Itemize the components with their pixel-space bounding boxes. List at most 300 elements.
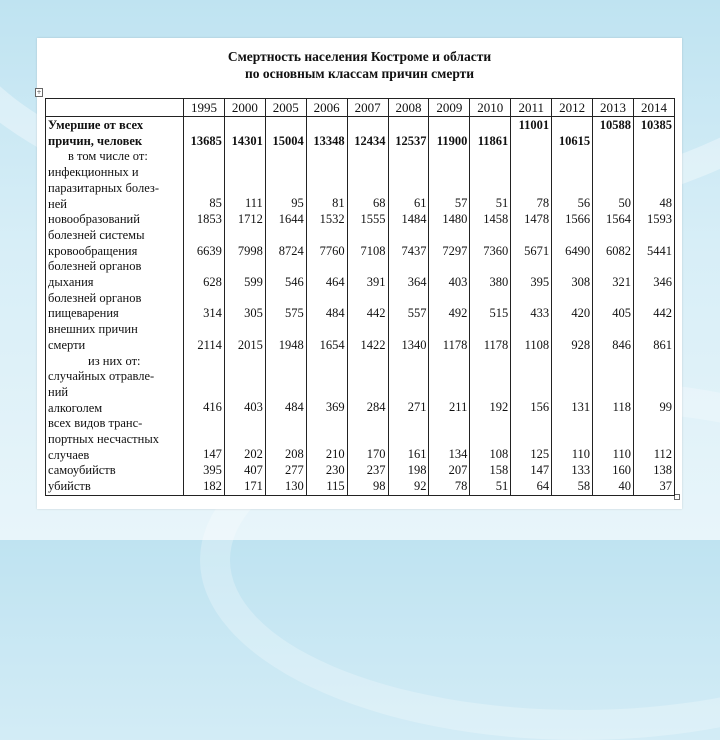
table-cell-value [634,322,672,338]
table-cell-value [184,149,222,165]
table-cell-value: 134 [448,447,468,462]
table-cell-value: 51 [495,478,509,493]
table-cell-value [184,118,222,134]
table-cell-value: 56 [577,196,591,211]
table-cell-value [511,416,549,432]
table-cell-value: 230 [325,463,345,478]
table-cell-value: 7360 [483,243,509,258]
table-cell-value [511,385,549,401]
table-cell-value [184,322,222,338]
table-cell-value [511,259,549,275]
table-cell-value: 557 [407,306,427,321]
table-cell-value [552,416,590,432]
table-cell-value: 95 [291,196,304,211]
table-cell-value [225,385,263,401]
table-cell-value [184,259,222,275]
table-cell-value: 442 [366,306,386,321]
table-cell-value [307,353,345,369]
table-cell-value [266,291,304,307]
table-cell-value [266,228,304,244]
table-cell-value [593,181,631,197]
table-cell-value: 1948 [278,337,304,352]
table-cell-value [348,228,386,244]
table-cell-value [511,165,549,181]
table-cell-value: 846 [612,337,631,352]
table-cell-value: 118 [612,400,631,415]
table-cell-value [348,353,386,369]
table-cell-value: 171 [244,478,263,493]
table-cell-value: 68 [373,196,386,211]
table-cell-value [634,353,672,369]
table-cell-value: 492 [448,306,468,321]
table-cell-value: 13348 [313,133,345,148]
table-cell-value: 6490 [565,243,591,258]
cause-label-line: причин, человек [48,133,143,148]
table-cell-value [307,291,345,307]
table-cell-value: 211 [449,400,468,415]
table-cell-value: 464 [325,274,345,289]
table-cell-value [266,181,304,197]
table-cell-value: 2114 [197,337,222,352]
table-cell-value [634,385,672,401]
title-line-1: Смертность населения Костроме и области [227,49,492,64]
table-cell-value [184,432,222,448]
year-header: 2014 [633,99,674,117]
table-cell-value: 1853 [196,212,222,227]
table-cell-value: 237 [366,463,386,478]
table-cell-value: 50 [618,196,631,211]
cause-label-line: новообразований [48,212,140,227]
table-cell-value: 546 [284,274,304,289]
table-cell-value [184,291,222,307]
table-cell-value [225,228,263,244]
cause-label-line: болезней органов [48,259,142,274]
table-cell-value: 130 [284,478,304,493]
table-cell-value [389,416,427,432]
table-cell-value: 484 [325,306,345,321]
table-cell-value [552,259,590,275]
table-cell-value: 442 [653,306,672,321]
table-cell-value [307,259,345,275]
table-cell-value: 7760 [319,243,345,258]
table-cell-value: 484 [284,400,304,415]
slide-title [37,48,682,82]
year-header: 2000 [224,99,265,117]
table-cell-value: 10615 [558,133,591,148]
table-cell-value: 158 [489,463,509,478]
table-cell-value [348,322,386,338]
table-cell-value: 111 [244,196,263,211]
table-cell-value [593,322,631,338]
table-cell-value: 85 [209,196,222,211]
year-value-column [265,117,306,496]
table-cell-value [225,353,263,369]
cause-label-line: в том числе от: [68,149,148,164]
table-cell-value [552,322,590,338]
table-cell-value: 1340 [401,337,427,352]
table-cell-value [307,181,345,197]
table-cell-value [511,432,549,448]
cause-label-line: убийств [48,479,91,494]
cause-label-line: болезней органов [48,290,142,305]
year-header: 2013 [593,99,634,117]
table-cell-value [307,149,345,165]
table-cell-value: 112 [653,447,672,462]
table-cell-value: 14301 [231,133,263,148]
table-move-handle-icon[interactable]: + [36,89,42,96]
table-cell-value: 928 [571,337,591,352]
table-cell-value: 61 [413,196,427,211]
cause-label-line: случайных отравле- [48,369,155,384]
year-header: 2012 [552,99,593,117]
cause-label-column [46,117,184,496]
table-cell-value: 110 [612,447,631,462]
table-cell-value [225,369,263,385]
table-cell-value [389,149,427,165]
table-cell-value [470,432,508,448]
table-cell-value [634,165,672,181]
cause-label-line: инфекционных и [48,165,139,180]
table-cell-value: 416 [203,400,222,415]
table-cell-value: 7998 [237,243,263,258]
table-cell-value [511,369,549,385]
table-cell-value: 202 [244,447,263,462]
table-cell-value: 277 [284,463,304,478]
cause-label-line: самоубийств [48,463,116,478]
table-cell-value: 125 [530,447,550,462]
cause-label-line: из них от: [88,353,141,368]
table-cell-value [348,432,386,448]
cause-label-line: внешних причин [48,322,138,337]
table-cell-value: 156 [530,400,550,415]
table-cell-value [470,369,508,385]
table-cell-value [389,118,427,134]
table-cell-value [348,181,386,197]
table-cell-value [511,353,549,369]
table-cell-value: 1564 [605,212,631,227]
year-value-column [184,117,225,496]
table-cell-value [552,118,590,134]
table-cell-value [634,291,672,307]
table-cell-value [307,369,345,385]
table-cell-value: 64 [536,478,550,493]
table-cell-value [593,228,631,244]
table-cell-value [634,228,672,244]
table-cell-value: 13685 [190,133,222,148]
table-cell-value [511,322,549,338]
slide-content [37,38,682,509]
table-cell-value: 1458 [483,212,509,227]
table-cell-value [225,165,263,181]
year-header: 2011 [511,99,552,117]
table-cell-value [593,291,631,307]
header-cell-empty [46,99,184,117]
table-cell-value [593,134,631,150]
table-cell-value: 308 [571,274,591,289]
year-header: 2010 [470,99,511,117]
table-cell-value: 395 [203,463,222,478]
table-cell-value [266,385,304,401]
table-cell-value: 160 [612,463,631,478]
table-cell-value: 10588 [599,118,631,132]
table-cell-value [184,385,222,401]
table-cell-value: 420 [571,306,591,321]
year-header: 2006 [306,99,347,117]
table-cell-value [429,291,467,307]
table-cell-value: 115 [326,478,345,493]
table-cell-value [634,369,672,385]
table-cell-value: 6082 [605,243,631,258]
table-cell-value [225,416,263,432]
table-cell-value: 7297 [442,243,468,258]
table-cell-value: 369 [325,400,345,415]
cause-label-line: алкоголем [48,400,103,415]
table-cell-value [348,416,386,432]
table-cell-value: 108 [489,447,509,462]
table-cell-value: 92 [413,478,427,493]
table-cell-value: 7437 [401,243,427,258]
table-cell-value: 403 [244,400,263,415]
table-cell-value [266,165,304,181]
table-cell-value [184,165,222,181]
table-cell-value: 81 [332,196,345,211]
year-value-column [470,117,511,496]
table-cell-value: 8724 [278,243,304,258]
table-cell-value: 37 [659,478,672,493]
table-cell-value: 131 [571,400,591,415]
table-cell-value [307,322,345,338]
table-cell-value [593,259,631,275]
year-value-column [388,117,429,496]
table-cell-value [348,165,386,181]
table-cell-value: 138 [653,463,672,478]
table-cell-value: 5671 [524,243,550,258]
table-cell-value [593,385,631,401]
table-cell-value [552,149,590,165]
table-cell-value [429,149,467,165]
year-header: 2007 [347,99,388,117]
cause-label-line: смерти [48,337,86,352]
table-cell-value [511,149,549,165]
table-cell-value: 192 [489,400,509,415]
table-cell-value [307,385,345,401]
table-cell-value [348,259,386,275]
table-cell-value [470,149,508,165]
year-header: 2009 [429,99,470,117]
table-cell-value: 1108 [524,337,550,352]
table-cell-value [470,165,508,181]
table-cell-value: 321 [612,274,631,289]
table-cell-value: 11900 [436,133,468,148]
table-cell-value: 364 [407,274,427,289]
table-cell-value: 11001 [518,118,550,132]
table-cell-value [634,181,672,197]
cause-label-line: Умершие от всех [48,118,144,132]
table-cell-value: 2015 [237,337,263,352]
table-cell-value: 6639 [196,243,222,258]
year-value-column [593,117,634,496]
year-header: 2008 [388,99,429,117]
table-cell-value [266,432,304,448]
title-line-2: по основным классам причин смерти [244,66,475,81]
table-cell-value [389,259,427,275]
table-cell-value: 515 [489,306,509,321]
table-cell-value: 1654 [319,337,345,352]
table-cell-value [266,369,304,385]
table-cell-value: 208 [284,447,304,462]
table-cell-value [552,432,590,448]
table-cell-value: 1178 [442,337,468,352]
table-cell-value [225,181,263,197]
table-cell-value: 98 [373,478,386,493]
table-cell-value: 391 [366,274,386,289]
year-header: 1995 [184,99,225,117]
year-header: 2005 [265,99,306,117]
table-cell-value [552,291,590,307]
cause-label-line: дыхания [48,275,94,290]
table-cell-value [225,432,263,448]
year-value-column [633,117,674,496]
table-cell-value [348,118,386,134]
table-cell-value [429,228,467,244]
header-row [46,99,675,117]
table-cell-value [225,291,263,307]
table-cell-value [266,322,304,338]
table-cell-value: 1480 [442,212,468,227]
cause-label-line: портных несчастных [48,432,159,447]
table-cell-value: 380 [489,274,509,289]
table-cell-value: 78 [454,478,468,493]
table-cell-value: 15004 [272,133,304,148]
table-cell-value: 346 [653,274,672,289]
table-cell-value: 40 [618,478,631,493]
table-cell-value [389,369,427,385]
year-value-column [347,117,388,496]
table-cell-value: 305 [244,306,263,321]
table-cell-value: 7108 [360,243,386,258]
table-cell-value [184,416,222,432]
table-cell-value: 1178 [483,337,509,352]
table-cell-value: 1484 [401,212,427,227]
table-cell-value [429,118,467,134]
table-cell-value [389,385,427,401]
table-cell-value: 395 [530,274,550,289]
table-cell-value [225,149,263,165]
table-cell-value: 11861 [477,133,509,148]
table-cell-value [348,369,386,385]
table-cell-value: 133 [571,463,591,478]
table-cell-value [511,291,549,307]
table-cell-value [184,369,222,385]
table-cell-value [634,416,672,432]
table-cell-value: 1566 [565,212,591,227]
table-cell-value: 182 [203,478,222,493]
table-cell-value: 198 [407,463,427,478]
table-cell-value [470,259,508,275]
table-cell-value [552,369,590,385]
year-value-column [511,117,552,496]
table-cell-value: 161 [407,447,427,462]
table-cell-value [389,165,427,181]
table-cell-value [429,181,467,197]
table-cell-value: 1422 [360,337,386,352]
table-cell-value [634,149,672,165]
table-cell-value [307,118,345,134]
table-cell-value [470,118,508,134]
table-cell-value [389,322,427,338]
year-value-column [224,117,265,496]
table-cell-value [266,259,304,275]
table-cell-value [429,432,467,448]
table-cell-value [634,432,672,448]
table-cell-value: 110 [571,447,591,462]
table-cell-value: 58 [577,478,591,493]
table-cell-value: 403 [448,274,468,289]
table-cell-value: 170 [366,447,386,462]
table-cell-value: 10385 [640,118,672,132]
table-cell-value: 1712 [237,212,263,227]
table-cell-value [634,134,672,150]
table-cell-value [389,432,427,448]
table-cell-value [429,369,467,385]
table-cell-value [511,134,549,150]
table-cell-value [593,369,631,385]
table-cell-value: 99 [659,400,672,415]
table-cell-value [266,118,304,134]
table-cell-value: 210 [325,447,345,462]
table-cell-value [225,118,263,134]
table-cell-value [429,259,467,275]
table-cell-value [307,165,345,181]
table-cell-value [389,291,427,307]
table-cell-value: 861 [653,337,672,352]
table-cell-value [593,416,631,432]
table-cell-value [348,385,386,401]
table-cell-value: 407 [244,463,263,478]
cause-label-line: ней [48,196,67,211]
table-cell-value [511,181,549,197]
table-cell-value [552,353,590,369]
year-value-column [552,117,593,496]
table-cell-value [389,353,427,369]
table-cell-value: 1593 [647,212,672,227]
cause-label-line: кровообращения [48,243,138,258]
table-cell-value [593,165,631,181]
table-cell-value: 57 [454,196,468,211]
table-cell-value [470,322,508,338]
table-cell-value [470,181,508,197]
table-cell-value: 314 [203,306,222,321]
table-cell-value [184,228,222,244]
table-body-row [46,117,675,496]
table-cell-value: 628 [203,274,222,289]
table-cell-value [634,259,672,275]
table-cell-value: 207 [448,463,468,478]
table-cell-value [389,228,427,244]
table-cell-value [266,353,304,369]
table-cell-value: 48 [659,196,672,211]
table-cell-value: 1532 [319,212,345,227]
table-cell-value [266,149,304,165]
table-cell-value [552,228,590,244]
year-value-column [306,117,347,496]
table-cell-value [184,353,222,369]
table-cell-value: 5441 [647,243,672,258]
table-cell-value [184,181,222,197]
table-cell-value: 1555 [360,212,386,227]
table-cell-value: 147 [203,447,222,462]
table-cell-value [552,165,590,181]
